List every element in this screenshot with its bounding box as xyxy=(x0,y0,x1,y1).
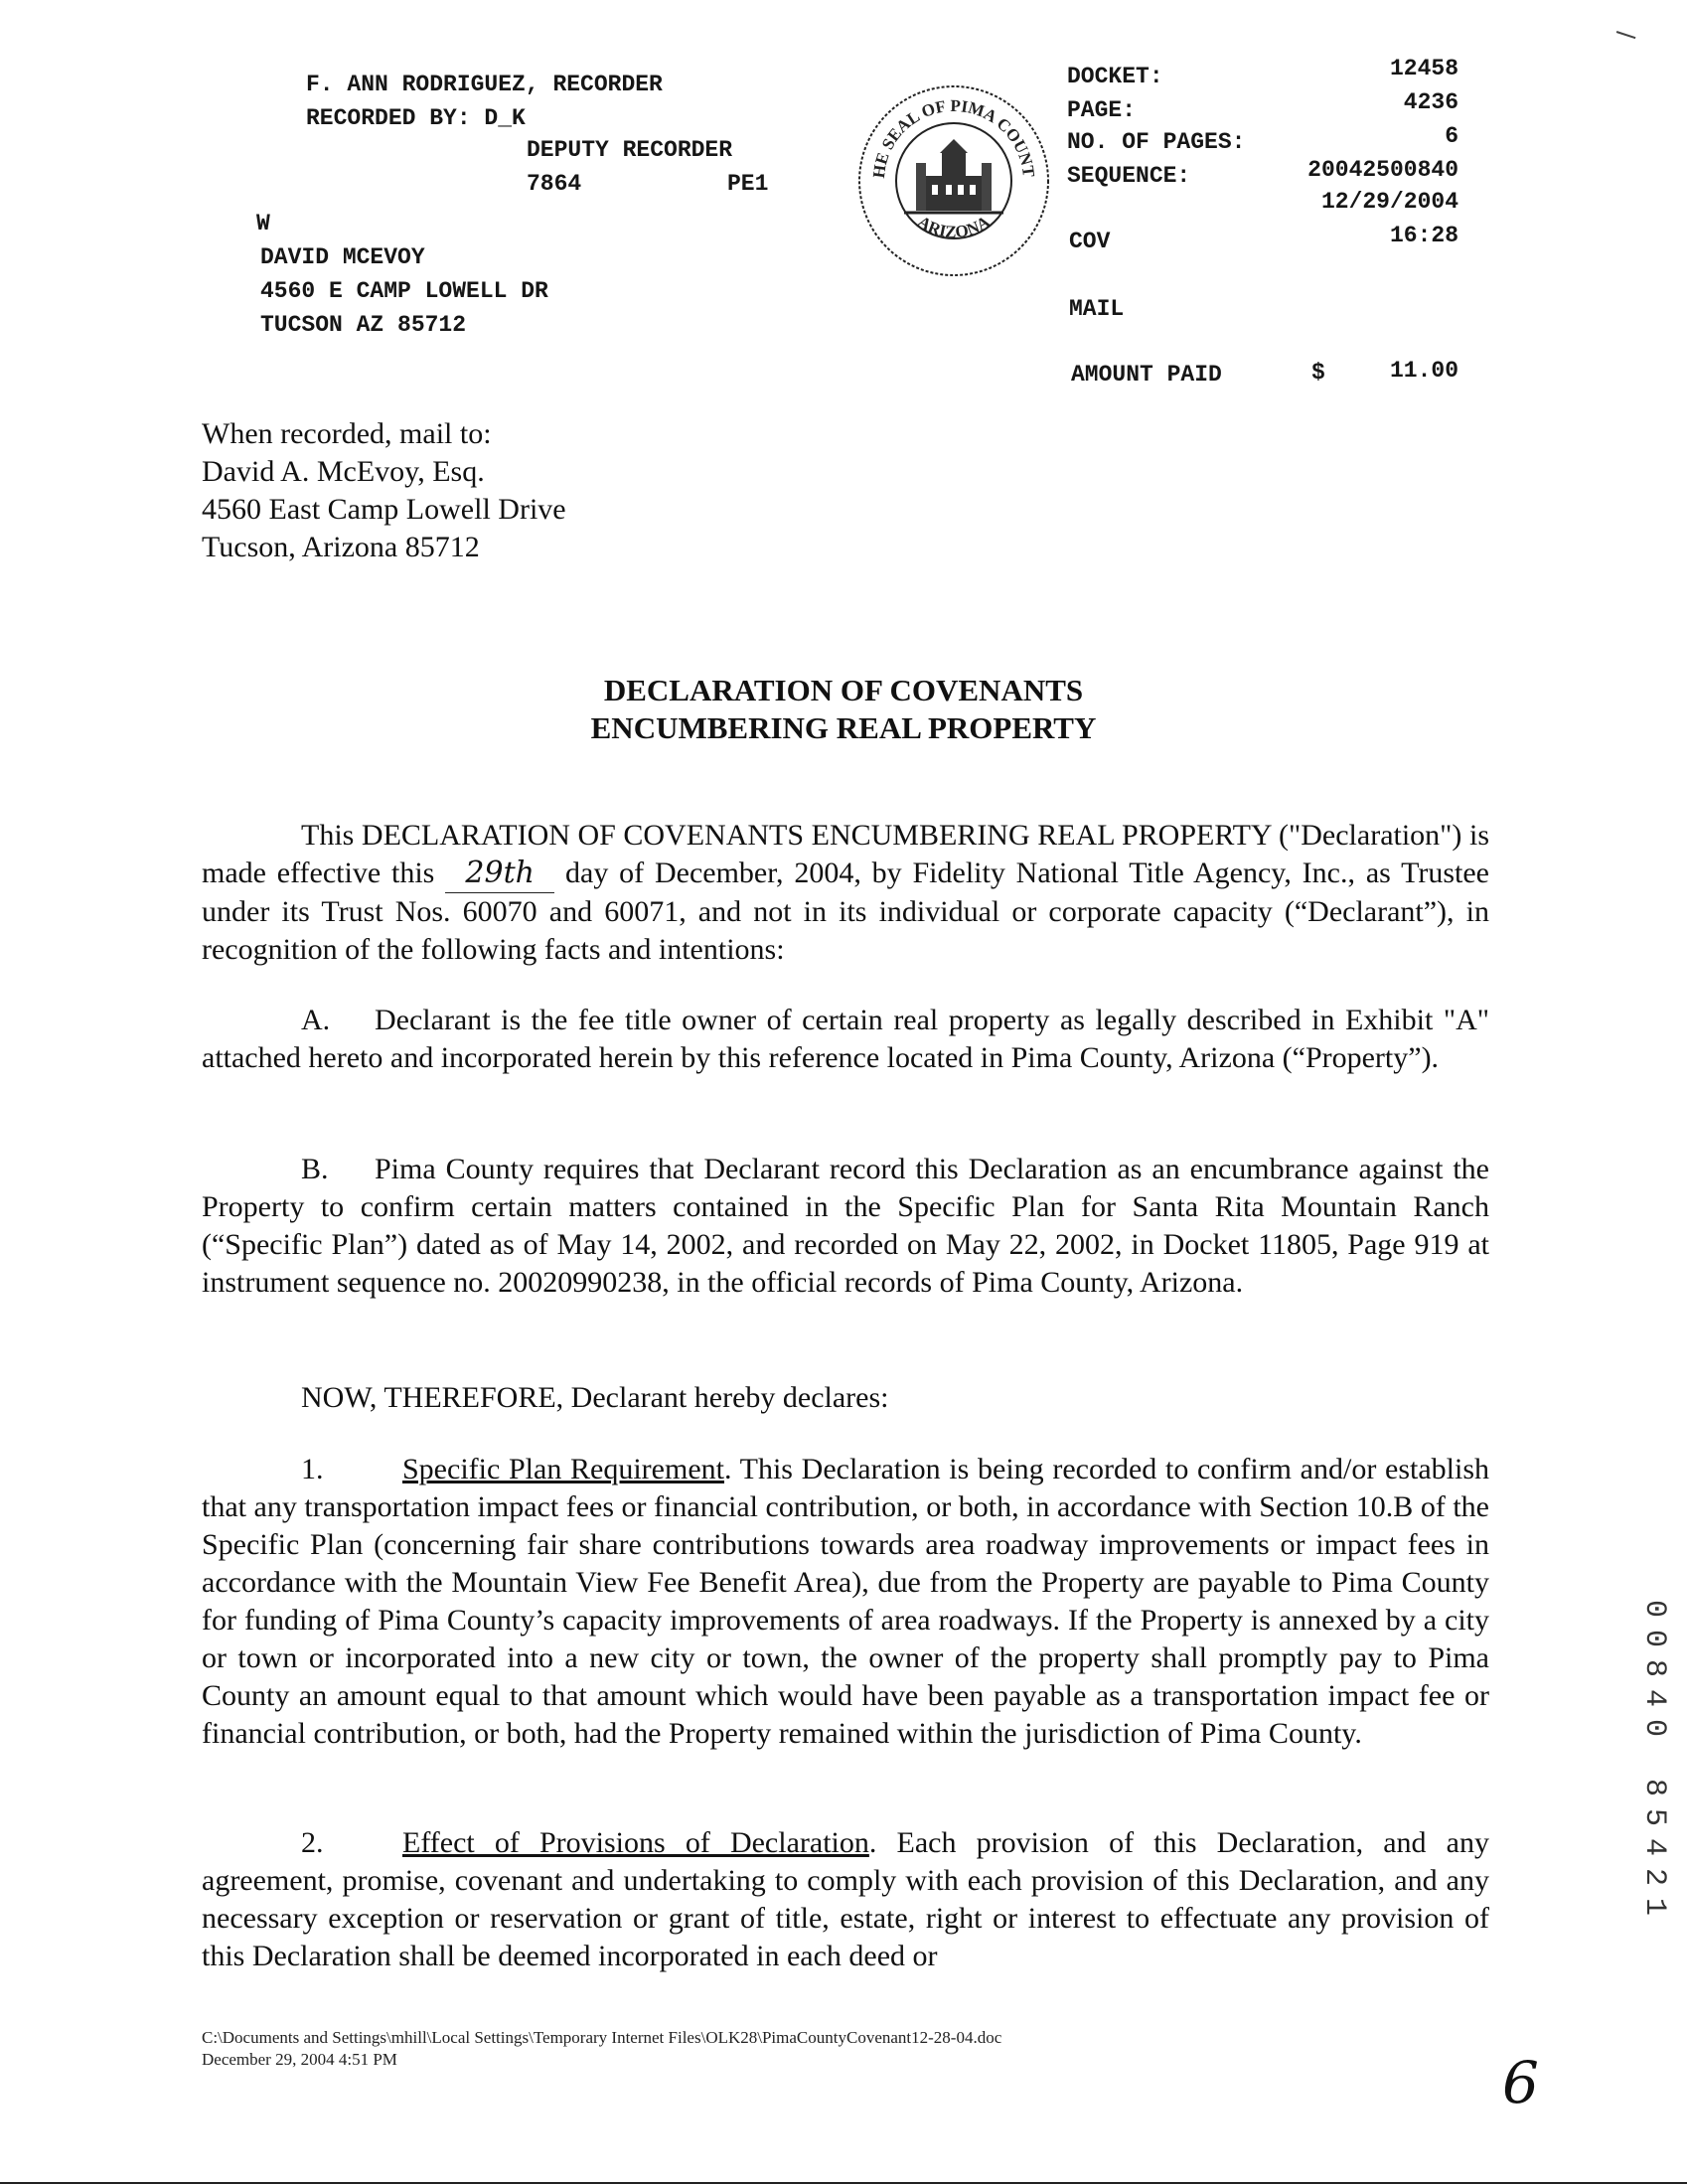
recital-a-text: Declarant is the fee title owner of certain real property as legally described in Exhibit "A" attached hereto and incorporated herein by this reference located in Pima County, Arizona (“Property”). xyxy=(202,1004,1489,1074)
pages-label: NO. OF PAGES: xyxy=(1067,129,1246,155)
addressee-city: TUCSON AZ 85712 xyxy=(260,312,467,338)
intro-after-day: day of December, 2004, by Fidelity National Title Agency, Inc., as Trustee under its Trust Nos. 60070 and 60071, and not in its individual or corporate capacity (“Declarant”), in recognition of the following facts and intentions: xyxy=(202,857,1489,966)
section-1 xyxy=(202,1451,1489,1753)
addressee-street: 4560 E CAMP LOWELL DR xyxy=(260,278,548,304)
recorder-name: F. ANN RODRIGUEZ, RECORDER xyxy=(306,72,663,97)
section-1-heading: Specific Plan Requirement xyxy=(402,1453,724,1485)
footer-block xyxy=(202,2027,1001,2071)
cov-label: COV xyxy=(1069,229,1111,254)
title-line2: ENCUMBERING REAL PROPERTY xyxy=(590,710,1097,745)
seal-bottom-text: ARIZONA xyxy=(914,212,994,242)
intro-paragraph xyxy=(202,817,1489,969)
mail-to-line3: 4560 East Camp Lowell Drive xyxy=(202,493,566,526)
svg-text:ARIZONA xyxy=(914,212,994,241)
footer-path: C:\Documents and Settings\mhill\Local Settings\Temporary Internet Files\OLK28\PimaCountyCovenant12-28-04.doc xyxy=(202,2028,1002,2047)
sequence-label: SEQUENCE: xyxy=(1067,163,1191,189)
recital-b-letter: B. xyxy=(301,1153,329,1185)
pages-value: 6 xyxy=(1445,123,1458,149)
addressee-name: DAVID MCEVOY xyxy=(260,244,425,270)
mail-to-line1: When recorded, mail to: xyxy=(202,417,492,450)
docket-value: 12458 xyxy=(1389,56,1458,81)
section-2-number: 2. xyxy=(301,1826,324,1859)
recorded-date: 12/29/2004 xyxy=(1320,189,1458,215)
page-label: PAGE: xyxy=(1067,97,1137,123)
deputy-recorder: DEPUTY RECORDER xyxy=(527,137,733,163)
footer-date: December 29, 2004 4:51 PM xyxy=(202,2050,397,2069)
recorded-by: RECORDED BY: D_K xyxy=(306,105,526,131)
w-mark: W xyxy=(256,211,270,236)
amount-label: AMOUNT PAID xyxy=(1071,362,1222,388)
intro-before-day: This DECLARATION OF COVENANTS ENCUMBERING REAL PROPERTY ("Declaration") is made effective this xyxy=(202,819,1489,889)
mail-label: MAIL xyxy=(1069,296,1125,322)
sequence-value: 20042500840 xyxy=(1307,157,1458,183)
pima-county-seal xyxy=(854,81,1053,280)
section-1-text: . This Declaration is being recorded to confirm and/or establish that any transportation impact fees or financial contribution, or both, in accordance with Section 10.B of the Specific Plan (concerning fair share contributions towards area roadway improvements or impact fees in accordance with the Mountain View Fee Benefit Area), due from the Property are payable to Pima County for funding of Pima County’s capacity improvements of area roadways. If the Property is annexed by a city or town or incorporated into a new city or town, the owner of the property shall promptly pay to Pima County an amount equal to that amount which would have been payable as a transportation impact fee or financial contribution, or both, had the Property remained within the jurisdiction of Pima County. xyxy=(202,1453,1490,1750)
recital-a xyxy=(202,1002,1489,1077)
seal-top-text: HE SEAL OF PIMA COUNT xyxy=(868,95,1039,180)
recorded-time: 16:28 xyxy=(1389,223,1458,248)
title-line1: DECLARATION OF COVENANTS xyxy=(603,673,1084,707)
now-therefore: NOW, THEREFORE, Declarant hereby declares: xyxy=(301,1381,889,1414)
recital-a-letter: A. xyxy=(301,1004,331,1036)
recorder-code-right: PE1 xyxy=(727,171,769,197)
recorder-code-left: 7864 xyxy=(527,171,582,197)
document-title xyxy=(0,672,1687,747)
amount-currency: $ xyxy=(1311,360,1325,386)
mail-to-line2: David A. McEvoy, Esq. xyxy=(202,455,485,488)
mail-to-line4: Tucson, Arizona 85712 xyxy=(202,531,480,563)
recital-b-text: Pima County requires that Declarant record this Declaration as an encumbrance against the Property to confirm certain matters contained in the Specific Plan for Santa Rita Mountain Ranch (“Specific Plan”) dated as of May 14, 2002, and recorded on May 22, 2002, in Docket 11805, Page 919 at instrument sequence no. 20020990238, in the official records of Pima County, Arizona. xyxy=(202,1153,1489,1299)
section-1-number: 1. xyxy=(301,1453,324,1485)
amount-value: 11.00 xyxy=(1389,358,1458,384)
seal-emblem-icon xyxy=(854,81,1053,280)
page-value: 4236 xyxy=(1403,89,1458,115)
handwritten-page-number: 6 xyxy=(1502,2049,1539,2116)
section-2 xyxy=(202,1824,1489,1975)
section-2-heading: Effect of Provisions of Declaration xyxy=(402,1826,869,1859)
handwritten-day: 29th xyxy=(445,855,554,893)
recital-b xyxy=(202,1151,1489,1302)
section-2-text: . Each provision of this Declaration, and any agreement, promise, covenant and undertaking to comply with each provision of this Declaration, and any necessary exception or reservation or grant of title, estate, right or interest to effectuate any provision of this Declaration shall be deemed incorporated in each deed or xyxy=(202,1826,1489,1972)
corner-mark xyxy=(1615,31,1636,43)
mail-to-block xyxy=(202,415,1096,566)
margin-stamp: 00840 85421 xyxy=(1637,1600,1671,1929)
docket-label: DOCKET: xyxy=(1067,64,1163,89)
